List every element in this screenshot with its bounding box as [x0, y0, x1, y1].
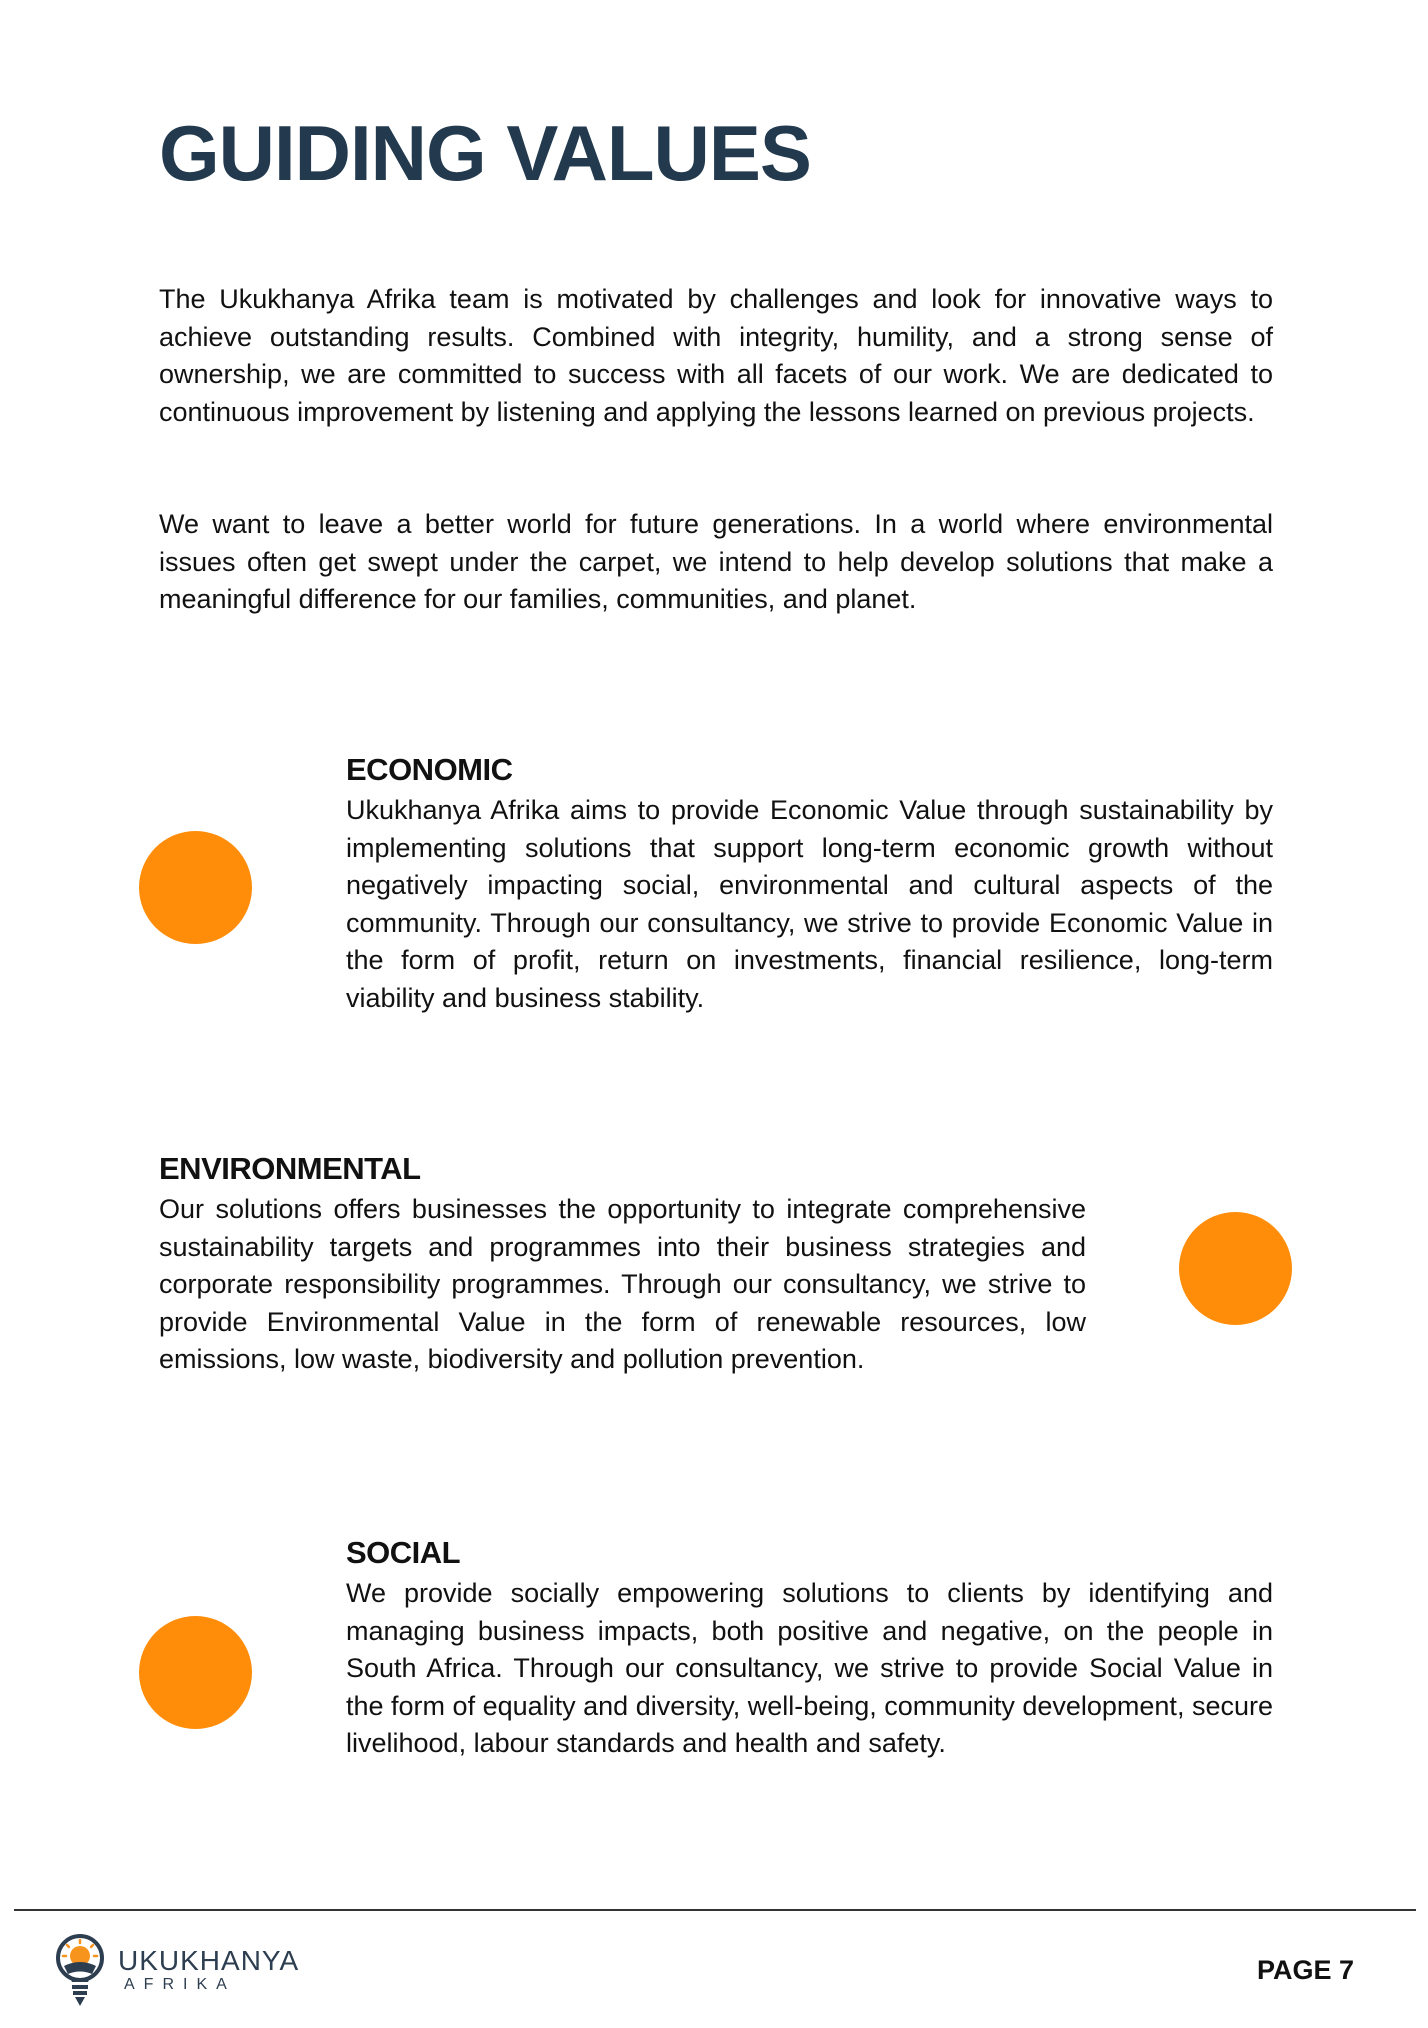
company-logo	[52, 1932, 312, 2012]
social-heading: SOCIAL	[346, 1535, 461, 1570]
economic-section	[346, 750, 1273, 1018]
logo-subtitle: AFRIKA	[124, 1976, 236, 1993]
footer-divider	[14, 1909, 1416, 1911]
page-title: GUIDING VALUES	[159, 109, 811, 197]
logo-wordmark: UKUKHANYA	[118, 1945, 300, 1976]
environmental-bullet-circle	[1179, 1212, 1292, 1325]
social-body: We provide socially empowering solutions to clients by identifying and managing business impacts, both positive and negative, on the people in South Africa. Through our consultancy, we strive to provide Social Value in the form of equality and diversity, well-being, community development, secure livelihood, labour standards and health and safety.	[346, 1578, 1273, 1759]
lightbulb-sun-logo-icon	[52, 1932, 108, 2012]
environmental-heading: ENVIRONMENTAL	[159, 1151, 421, 1186]
environmental-body: Our solutions offers businesses the opportunity to integrate comprehensive sustainability targets and programmes into their business strategies and corporate responsibility programmes. Through our consultancy, we strive to provide Environmental Value in the form of renewable resources, low emissions, low waste, biodiversity and pollution prevention.	[159, 1194, 1086, 1375]
intro-paragraph-1: The Ukukhanya Afrika team is motivated by challenges and look for innovative ways to achieve outstanding results. Combined with integrity, humility, and a strong sense of ownership, we are committed to success with all facets of our work. We are dedicated to continuous improvement by listening and applying the lessons learned on previous projects.	[159, 284, 1273, 427]
economic-body: Ukukhanya Afrika aims to provide Economic Value through sustainability by implementing solutions that support long-term economic growth without negatively impacting social, environmental and cultural aspects of the community. Through our consultancy, we strive to provide Economic Value in the form of profit, return on investments, financial resilience, long-term viability and business stability.	[346, 795, 1273, 1013]
economic-heading: ECONOMIC	[346, 752, 513, 787]
page-number: PAGE 7	[1256, 1955, 1354, 1985]
social-section	[346, 1533, 1273, 1763]
social-bullet-circle	[139, 1616, 252, 1729]
intro-paragraph-2: We want to leave a better world for future generations. In a world where environmental issues often get swept under the carpet, we intend to help develop solutions that make a meaningful difference for our families, communities, and planet.	[159, 509, 1273, 615]
economic-bullet-circle	[139, 831, 252, 944]
environmental-section	[159, 1149, 1086, 1379]
